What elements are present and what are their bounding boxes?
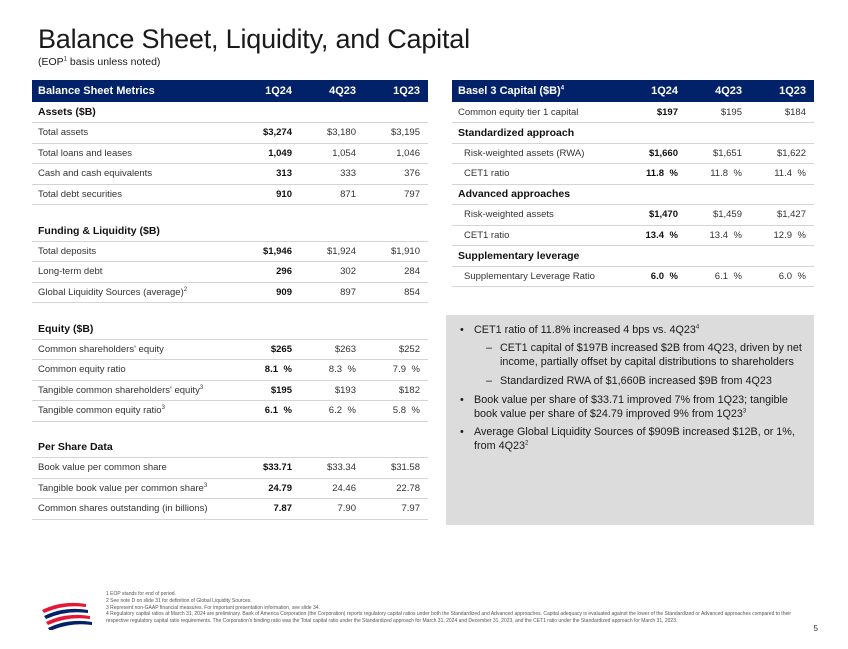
table-cell-value: 6.2 % [300,401,364,422]
table-cell-value: 7.97 [364,499,428,520]
table-row [32,360,428,381]
page-title: Balance Sheet, Liquidity, and Capital [38,24,470,54]
table-row [452,225,814,246]
row-label: Common shareholders' equity [32,339,236,360]
table-cell-value: $1,427 [750,205,814,226]
table-cell-value: 333 [300,164,364,185]
table-cell-value: $197 [622,102,686,123]
table-cell-value: 797 [364,184,428,205]
table-cell-value: 1,049 [236,143,300,164]
table-cell-value: $33.71 [236,458,300,479]
highlights-box [446,315,814,525]
table-cell-value: 24.79 [236,478,300,499]
table-row [452,102,814,123]
table-row [32,478,428,499]
table-cell-value: 8.1 % [236,360,300,381]
section-title: Supplementary leverage [452,246,814,267]
row-label: Risk-weighted assets [452,205,622,226]
bullet-item: • Average Global Liquidity Sources of $909B increased $12B, or 1%, from $4Q23^2$ [456,425,802,453]
basel-3-capital-table [452,80,814,287]
footnote: 4 Regulatory capital ratios at March 31, 2024 are preliminary. Bank of America Corporation (the Corporation) reports regulatory capital ratios under both the Standardized and Advanced approaches. Capital adequacy is evaluated against the lower of the Standardized or Advanced approaches compared to their respective regulatory capital ratio requirements. The Corporation's binding ratio was the Total capital ratio under the Standardized approach for March 31, 2024 and December 31, 2023, and the CET1 ratio under the Standardized approach for March 31, 2023. [106,611,792,624]
table-cell-value: 5.8 % [364,401,428,422]
table-cell-value: $184 [750,102,814,123]
table-row [32,499,428,520]
row-label: Total loans and leases [32,143,236,164]
table-cell-value: 24.46 [300,478,364,499]
row-label: Cash and cash equivalents [32,164,236,185]
section-title: Per Share Data [32,437,428,458]
section-header-row [32,437,428,458]
table-cell-value: $1,660 [622,143,686,164]
column-header: 1Q24 [622,80,686,102]
bullet-item: • CET1 ratio of 11.8% increased 4 bps vs. $4Q23^4$ [456,323,802,337]
footnotes [106,591,806,625]
table-cell-value: 897 [300,282,364,303]
bullet-item: • Book value per share of $33.71 improved 7% from 1Q23; tangible book value per share of $24.79 improved 9% from $1Q23^3$ [456,393,802,421]
column-header: Basel 3 Capital ($B)$^4$ [452,80,622,102]
row-label: Supplementary Leverage Ratio [452,266,622,287]
row-label: Total deposits [32,241,236,262]
footnote: 1 EOP stands for end of period. [106,591,176,597]
table-cell-value: $33.34 [300,458,364,479]
bullet-item: – CET1 capital of $197B increased $2B from 4Q23, driven by net income, partially offset by capital distributions to shareholders [456,341,802,369]
table-row [32,282,428,303]
table-cell-value: 302 [300,262,364,283]
table-cell-value: 13.4 % [622,225,686,246]
table-cell-value: $1,622 [750,143,814,164]
table-row [32,380,428,401]
table-cell-value: $31.58 [364,458,428,479]
row-label: Global Liquidity Sources (average)$^2$ [32,282,236,303]
table-cell-value: $1,924 [300,241,364,262]
table-cell-value: 11.4 % [750,164,814,185]
table-cell-value: 313 [236,164,300,185]
table-cell-value: 13.4 % [686,225,750,246]
table-cell-value: 11.8 % [686,164,750,185]
column-header: Balance Sheet Metrics [32,80,236,102]
table-row [32,401,428,422]
table-row [32,241,428,262]
page-subtitle: (EOP$^1$ basis unless noted) [38,56,161,68]
table-cell-value: 376 [364,164,428,185]
table-cell-value: $1,910 [364,241,428,262]
bullet-item: – Standardized RWA of $1,660B increased $9B from 4Q23 [456,374,802,388]
table-cell-value: $252 [364,339,428,360]
table-row [32,143,428,164]
table-cell-value: 6.1 % [686,266,750,287]
column-header: 1Q23 [750,80,814,102]
table-cell-value: $263 [300,339,364,360]
table-row [32,184,428,205]
row-label: Common shares outstanding (in billions) [32,499,236,520]
table-cell-value: 11.8 % [622,164,686,185]
spacer-row [32,303,428,319]
section-title: Equity ($B) [32,319,428,340]
table-cell-value: 854 [364,282,428,303]
section-header-row [452,246,814,267]
column-header: 4Q23 [300,80,364,102]
footnote: 2 See note D on slide 31 for definition of Global Liquidity Sources. [106,597,252,604]
column-header: 4Q23 [686,80,750,102]
table-cell-value: 7.90 [300,499,364,520]
table-row [452,164,814,185]
row-label: Total debt securities [32,184,236,205]
row-label: Tangible book value per common share$^3$ [32,478,236,499]
balance-sheet-metrics-table [32,80,428,520]
table-cell-value: $1,459 [686,205,750,226]
table-cell-value: $195 [236,380,300,401]
row-label: Common equity tier 1 capital [452,102,622,123]
table-cell-value: 6.1 % [236,401,300,422]
section-title: Advanced approaches [452,184,814,205]
table-cell-value: 6.0 % [750,266,814,287]
table-cell-value: 7.9 % [364,360,428,381]
row-label: Long-term debt [32,262,236,283]
row-label: Tangible common equity ratio$^3$ [32,401,236,422]
table-row [452,205,814,226]
table-cell-value: $195 [686,102,750,123]
section-title: Assets ($B) [32,102,428,123]
spacer-row [32,205,428,221]
table-cell-value: 910 [236,184,300,205]
spacer-row [32,421,428,437]
table-cell-value: 8.3 % [300,360,364,381]
table-cell-value: 871 [300,184,364,205]
row-label: Book value per common share [32,458,236,479]
row-label: Risk-weighted assets (RWA) [452,143,622,164]
table-cell-value: $3,180 [300,123,364,144]
table-row [32,262,428,283]
table-cell-value: 909 [236,282,300,303]
page-number: 5 [813,624,818,633]
table-cell-value: 22.78 [364,478,428,499]
table-cell-value: 296 [236,262,300,283]
section-title: Funding & Liquidity ($B) [32,221,428,242]
column-header: 1Q24 [236,80,300,102]
table-cell-value: 1,054 [300,143,364,164]
table-cell-value: 6.0 % [622,266,686,287]
table-row [32,339,428,360]
table-cell-value: 12.9 % [750,225,814,246]
table-cell-value: $1,470 [622,205,686,226]
section-header-row [32,319,428,340]
bank-of-america-flag-logo-icon [38,602,96,630]
table-cell-value: $265 [236,339,300,360]
section-header-row [452,123,814,144]
table-cell-value: $1,946 [236,241,300,262]
row-label: CET1 ratio [452,164,622,185]
table-row [32,123,428,144]
table-row [452,143,814,164]
table-header-row [32,80,428,102]
table-row [452,266,814,287]
section-title: Standardized approach [452,123,814,144]
table-cell-value: 284 [364,262,428,283]
table-cell-value: $182 [364,380,428,401]
table-cell-value: $3,274 [236,123,300,144]
row-label: Total assets [32,123,236,144]
table-cell-value: 1,046 [364,143,428,164]
table-cell-value: 7.87 [236,499,300,520]
row-label: CET1 ratio [452,225,622,246]
section-header-row [452,184,814,205]
table-cell-value: $193 [300,380,364,401]
footnote: 3 Represent non-GAAP financial measures. For important presentation information, see slide 34. [106,604,320,611]
section-header-row [32,221,428,242]
table-row [32,164,428,185]
table-header-row [452,80,814,102]
table-cell-value: $3,195 [364,123,428,144]
row-label: Tangible common shareholders' equity$^3$ [32,380,236,401]
table-row [32,458,428,479]
row-label: Common equity ratio [32,360,236,381]
column-header: 1Q23 [364,80,428,102]
table-cell-value: $1,651 [686,143,750,164]
section-header-row [32,102,428,123]
